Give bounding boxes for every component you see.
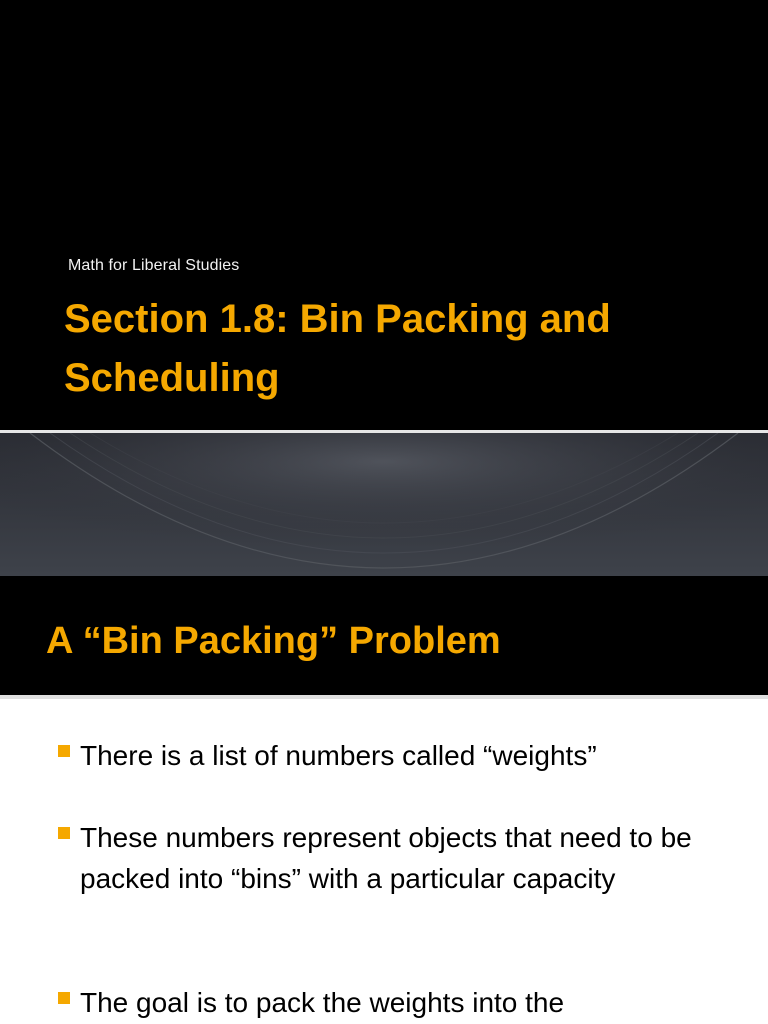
square-bullet-icon: [58, 827, 70, 839]
slide-header: [0, 576, 768, 695]
content-slide: [0, 576, 768, 1024]
bullet-text: These numbers represent objects that need to be packed into “bins” with a particular capacity: [80, 822, 692, 894]
decorative-band: [0, 433, 768, 576]
slide-title: Section 1.8: Bin Packing and Scheduling: [64, 297, 611, 400]
bullet-text: The goal is to pack the weights into the: [80, 987, 565, 1018]
square-bullet-icon: [58, 745, 70, 757]
bullet-text: There is a list of numbers called “weights”: [80, 740, 597, 771]
slide-heading: A “Bin Packing” Problem: [46, 620, 501, 662]
decorative-arc-graphic: [0, 433, 768, 576]
square-bullet-icon: [58, 992, 70, 1004]
slide-body: [0, 699, 768, 1024]
slide-subtitle: Math for Liberal Studies: [68, 257, 240, 274]
